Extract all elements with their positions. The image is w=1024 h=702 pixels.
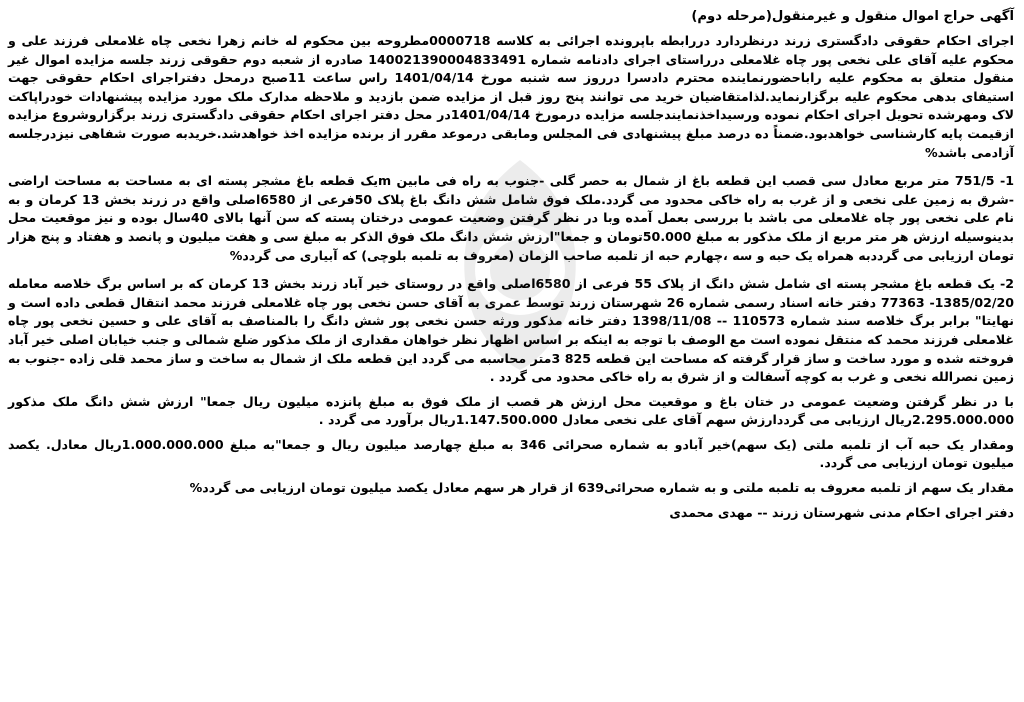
pump-share-paragraph: مقدار یک سهم از تلمبه معروف به تلمبه ملتی و به شماره صحرائی639 از قرار هر سهم معادل یکصد میلیون تومان ارزیابی می گردد% (189, 480, 1014, 496)
issuer-signature: دفتر اجرای احکام مدنی شهرستان زرند -- مهدی محمدی (669, 504, 1014, 520)
property-item-2-paragraph: 2- یک قطعه باغ مشجر پسته ای شامل شش دانگ از پلاک 55 فرعی از 6580اصلی واقع در روستای خیر آباد زرند بخش 13 کرمان که بر اساس برگ خلاصه معامله 1385/02/20- 77363 دفتر خانه اسناد رسمی شماره 26 شهرستان زرند توسط عمری به آقای حسن نخعی پور چاه غلامعلی فرزند محمد انتقال قطعی داده است و نهایتا" برابر برگ خلاصه سند شماره 110573 -- 1398/11/08 دفتر خانه مذکور ورثه حسن نخعی پور شش دانگ را بالمناصف به آقای علی و حسین نخعی پور چاه غلامعلی فرزند محمد که منتقل نموده است مع الوصف با توجه به اینکه بر اساس اظهار نظر خواهان مقداری از ملک مذکور ضلع شمالی و جنب خیابان اصلی خیر آباد فروخته شده و مورد ساخت و ساز قرار گرفته که مساحت این قطعه 825 3متر محاسبه می گردد این قطعه ملک از شمال به ساخت و ساز محمد قلی زاده -جنوب به زمین نصرالله نخعی و غرب به کوچه آسفالت و از شرق به راه خاکی محدود می گردد . (8, 276, 1015, 385)
valuation-paragraph: با در نظر گرفتن وضعیت عمومی در ختان باغ و موقعیت محل ارزش هر قصب از ملک فوق به مبلغ پانزده میلیون ریال جمعا" ارزش شش دانگ ملک مذکور 2.295.000.000ریال ارزیابی می گرددارزش سهم آقای علی نخعی معادل 1.147.500.000ریال برآورد می گردد . (8, 393, 1014, 428)
water-share-paragraph: ومقدار یک حبه آب از تلمبه ملتی (یک سهم)خیر آبادو به شماره صحرائی 346 به مبلغ چهارصد میلیون ریال و جمعا"به مبلغ 1.000.000.000ریال معادل. یکصد میلیون تومان ارزیابی می گردد. (8, 436, 1014, 471)
property-item-1-paragraph: 1- 751/5 متر مربع معادل سی قصب این قطعه باغ از شمال به حصر گلی -جنوب به راه فی مابین mیک قطعه باغ مشجر پسته ای به مساحت به مساحت اراضی -شرق به زمین علی نخعی و از غرب به راه خاکی محدود می گردد.ملک فوق شامل شش دانگ باغ پلاک 50فرعی از 6580اصلی واقع در زرند بخش 13 کرمان و به نام علی نخعی پور چاه غلامعلی می باشد با بررسی بعمل آمده وبا در نظر گرفتن وضعیت عمومی درختان پسته که سن آنها بالای 40سال بوده و نیز موقعیت محل بدینوسیله ارزش هر متر مربع از ملک مذکور به مبلغ 50.000تومان و جمعا"ارزش شش دانگ ملک فوق الذکر به مبلغ سی و هفت میلیون و پانصد و هفتاد و پنج هزار تومان ارزیابی می گرددبه همراه یک حبه و سه ،چهارم حبه از تلمبه صاحب الزمان (معروف به تلمبه بلوچی) که آبیاری می گردد% (8, 173, 1015, 263)
notice-intro-paragraph: اجرای احکام حقوقی دادگستری زرند درنظردارد دررابطه باپرونده اجرائی به کلاسه 0000718مطروحه بین محکوم له خانم زهرا نخعی چاه غلامعلی فرزند علی و محکوم علیه آقای علی نخعی پور چاه غلامعلی درراستای اجرای دادنامه شماره 140021390004833491 صادره از شعبه دوم حقوقی زرند جلسه مزایده اموال غیر منقول متعلق به محکوم علیه راباحضورنماینده محترم دادسرا درروز سه شنبه مورخ 1401/04/14 راس ساعت 11صبح درمحل دفتراجرای احکام حقوقی جهت استیفای بدهی محکوم علیه برگزارنماید.لذامتقاضیان خرید می توانند پنج روز قبل از مزایده ضمن بازدید و ملاحظه مدارک ملک مورد مزایده پیشنهادات خودراپاکت لاک ومهرشده تحویل اجرای احکام نموده ورسیداخذنمایندجلسه مزایده درمورخ 1401/04/14در محل دفتر اجرای احکام حقوقی دادگستری زرند برگزاروشروع مزایده ازقیمت پایه کارشناسی خواهدبود.ضمناً ده درصد مبلغ پیشنهادی فی المجلس ومابقی درموعد مقرر از برنده مزایده اخذ خواهدشد.خریدبه صورت شفاهی نیزدرجلسه آزادمی باشد% (8, 33, 1014, 160)
notice-title: آگهی حراج اموال منقول و غیرمنقول(مرحله دوم) (691, 9, 1014, 24)
